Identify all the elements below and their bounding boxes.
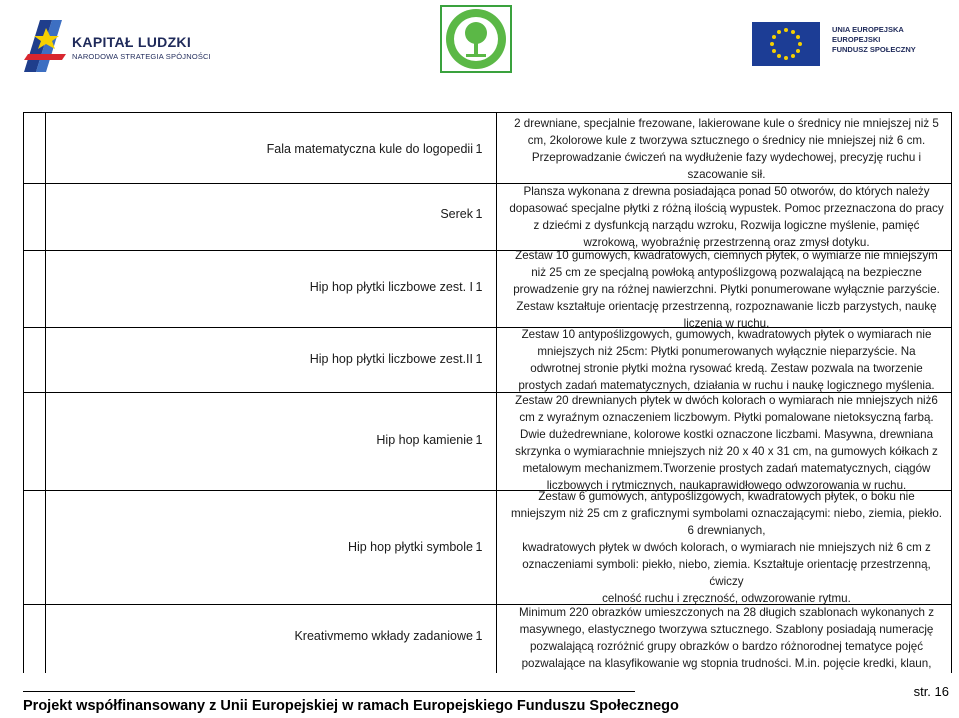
row-4-qty: 1 — [475, 352, 483, 366]
description-line: pozwalającą rozróżnić grupy obrazków o bardzo różnorodnej tematyce pojęć — [529, 640, 924, 653]
description-line: Zestaw 20 drewnianych płytek w dwóch kolorach o wymiarach nie mniejszych niż6 — [515, 394, 938, 407]
description-line: liczbowych i rytmicznych, naukaprawidłowego odwzorowania w ruchu. — [546, 479, 907, 492]
description-line: dopasować specjalne płytki z różną ilością wypustek. Pomoc przeznaczona do pracy — [509, 202, 944, 215]
description-line: Plansza wykonana z drewna posiadająca ponad 50 otworów, do których należy — [523, 185, 930, 198]
row-7-name: Kreativmemo wkłady zadaniowe — [294, 629, 473, 643]
description-line: cm z wyraźnym oznaczeniem liczbowym. Płytki pomalowane nietoksyczną farbą. — [519, 411, 934, 424]
eu-line-2: EUROPEJSKI — [832, 35, 881, 44]
row-2-qty: 1 — [475, 207, 483, 221]
row-2-description — [499, 183, 954, 251]
description-line: skrzynka o wymiarachnie mniejszych niż 20 x 40 x 31 cm, na gumowych kółkach z — [515, 445, 938, 458]
row-2-name: Serek — [440, 207, 473, 221]
page-number: str. 16 — [913, 684, 949, 699]
description-line: prowadzenie gry na różnej nawierzchni. Płytki ponumerowane wyłącznie parzyście. — [513, 283, 940, 296]
footer-divider — [23, 691, 635, 692]
description-line: niż 25 cm ze specjalną powłoką antypoślizgową pozwalającą na bezpieczne — [531, 266, 922, 279]
description-line: z dziećmi z dysfunkcją narządu wzroku, Rozwija logiczne myślenie, pamięć — [533, 219, 920, 232]
description-line: 2 drewniane, specjalnie frezowane, lakierowane kule o średnicy nie mniejszej niż 5 — [514, 117, 939, 130]
description-line: prostych zadań matematycznych, działania w ruchu i naukę logicznego myślenia. — [518, 379, 935, 392]
description-line: 6 drewnianych, — [687, 524, 766, 537]
description-line: mniejszym niż 25 cm z graficznymi symbolami oznaczającymi: niebo, ziemia, piekło. — [510, 507, 943, 520]
row-3-description — [499, 247, 954, 332]
row-1-description — [499, 115, 954, 183]
description-line: celność ruchu i zręczność, odwzorowanie rytmu. — [602, 592, 851, 605]
row-3-name: Hip hop płytki liczbowe zest. I — [309, 280, 473, 294]
description-line: odwrotnej stronie płytki można rysować kredą. Zestaw pozwala na tworzenie — [530, 362, 923, 375]
row-6-description — [499, 488, 954, 607]
row-4-description — [499, 326, 954, 394]
description-line: mniejszych niż 25cm: Płytki ponumerowanych wyłącznie nieparzyście. Na — [537, 345, 916, 358]
eu-line-1: UNIA EUROPEJSKA — [832, 25, 904, 34]
equipment-table — [23, 112, 952, 673]
description-line: szacowanie sił. — [687, 168, 766, 181]
description-line: oznaczeniami symboli: piekło, niebo, ziemia. Kształtuje orientację przestrzenną, — [522, 558, 931, 571]
description-line: Minimum 220 obrazków umieszczonych na 28 długich szablonach wykonanych z — [518, 606, 934, 619]
eu-logo — [752, 22, 942, 66]
row-3-qty: 1 — [475, 280, 483, 294]
row-5-qty: 1 — [475, 433, 483, 447]
eu-flag-icon — [752, 22, 820, 66]
row-5-name: Hip hop kamienie — [376, 433, 473, 447]
description-line: wzrokową, wyobraźnię przestrzenną oraz zmysł dotyku. — [583, 236, 870, 249]
eu-line-3: FUNDUSZ SPOŁECZNY — [832, 45, 916, 54]
row-7-description — [499, 604, 954, 672]
description-line: ćwiczy — [709, 575, 744, 588]
kapital-ludzki-emblem-icon — [22, 14, 68, 74]
description-line: Zestaw kształtuje orientację przestrzenną, rozpoznawanie liczb parzystych, naukę — [516, 300, 937, 313]
row-6-qty: 1 — [475, 540, 483, 554]
description-line: metalowym mechanizmem.Tworzenie prostych zadań matematycznych, ciągów — [522, 462, 931, 475]
row-5-description — [499, 392, 954, 494]
row-1-qty: 1 — [475, 142, 483, 156]
description-line: Dwie dużedrewniane, kolorowe kostki oznaczone liczbami. Masywna, drewniana — [519, 428, 934, 441]
row-6-name: Hip hop płytki symbole — [347, 540, 473, 554]
description-line: pozwalające na klasyfikowanie wg stopnia trudności. M.in. pojęcie kredki, klaun, — [521, 657, 932, 670]
description-line: kwadratowych płytek w dwóch kolorach, o wymiarach nie mniejszych niż 6 cm z — [522, 541, 931, 554]
description-line: Zestaw 10 antypoślizgowych, gumowych, kwadratowych płytek o wymiarach nie — [521, 328, 932, 341]
description-line: cm, 2kolorowe kule z tworzywa sztucznego o średnicy nie mniejszej niż 6 cm. — [527, 134, 926, 147]
row-1-name: Fala matematyczna kule do logopedii — [266, 142, 473, 156]
kapital-ludzki-subtitle: NARODOWA STRATEGIA SPÓJNOŚCI — [72, 52, 211, 61]
description-line: liczenia w ruchu. — [683, 317, 770, 330]
description-line: Przeprowadzanie ćwiczeń na wydłużenie fazy wydechowej, precyzję ruchu i — [531, 151, 922, 164]
description-line: masywnego, elastycznego tworzywa sztucznego. Szablony posiadają numerację — [519, 623, 934, 636]
description-line: Zestaw 6 gumowych, antypoślizgowych, kwadratowych płytek, o boku nie — [538, 490, 915, 503]
table-border-top — [23, 112, 952, 113]
row-7-qty: 1 — [475, 629, 483, 643]
kapital-ludzki-title: KAPITAŁ LUDZKI — [72, 34, 192, 50]
footer-text: Projekt współfinansowany z Unii Europejskiej w ramach Europejskiego Funduszu Społecznego — [23, 698, 679, 714]
row-4-name: Hip hop płytki liczbowe zest.II — [309, 352, 473, 366]
gmina-adamowka-logo — [440, 5, 512, 73]
description-line: Zestaw 10 gumowych, kwadratowych, ciemnych płytek, o wymiarze nie mniejszym — [515, 249, 938, 262]
kapital-ludzki-logo — [22, 14, 222, 74]
